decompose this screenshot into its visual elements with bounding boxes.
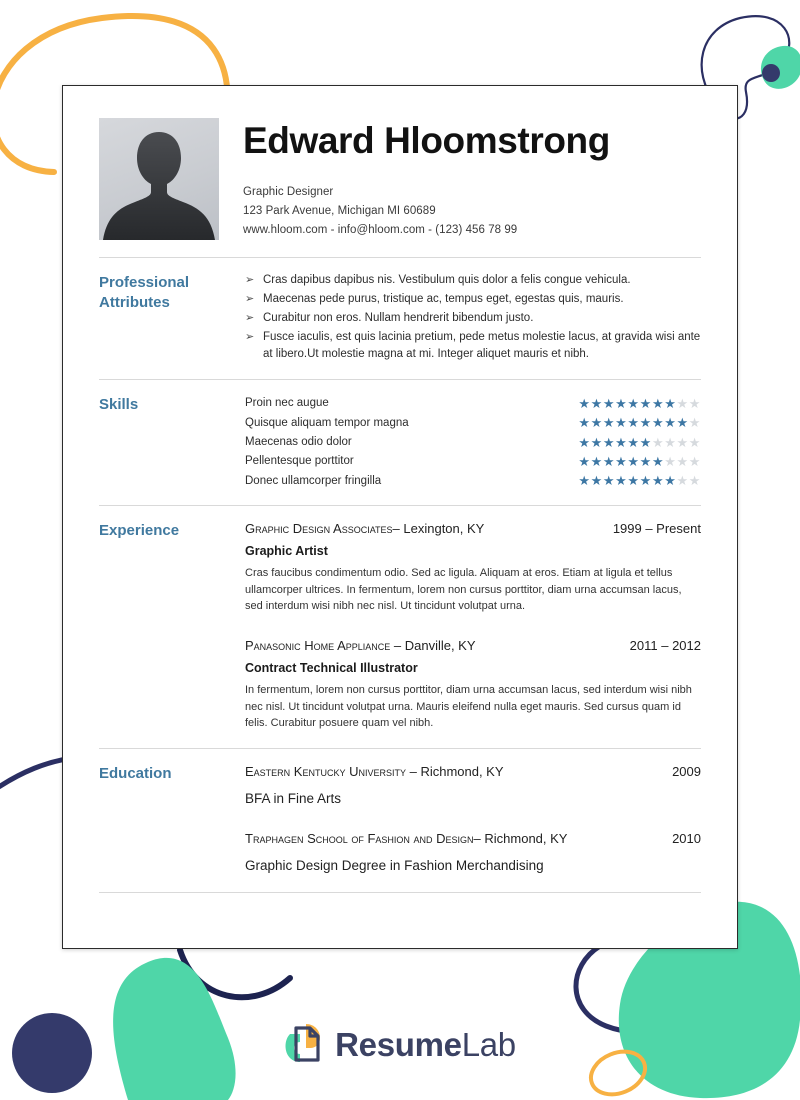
star-filled-icon: ★ — [578, 396, 591, 412]
entry-org-location — [245, 637, 476, 655]
star-filled-icon: ★ — [615, 396, 628, 412]
education-entry — [245, 830, 701, 876]
arrow-bullet-icon: ➢ — [245, 292, 255, 305]
entry-date-range: 2011 – 2012 — [629, 637, 701, 653]
skill-name: Maecenas odio dolor — [245, 436, 352, 449]
entry-organization: Graphic Design Associates — [245, 520, 393, 536]
job-title-line: Graphic Designer — [243, 185, 334, 198]
resume-document-card — [62, 85, 738, 949]
entry-year: 2009 — [672, 763, 701, 779]
skill-rating-stars — [578, 474, 701, 487]
star-filled-icon: ★ — [664, 396, 677, 412]
star-filled-icon: ★ — [639, 396, 652, 412]
skill-row — [245, 471, 701, 490]
entry-location: – Richmond, KY — [473, 831, 568, 847]
star-filled-icon: ★ — [664, 473, 677, 489]
star-empty-icon: ★ — [651, 434, 665, 450]
star-filled-icon: ★ — [578, 473, 591, 489]
star-filled-icon: ★ — [627, 454, 640, 469]
skill-rating-stars — [578, 455, 701, 468]
star-filled-icon: ★ — [590, 454, 603, 469]
star-filled-icon: ★ — [615, 415, 628, 431]
entry-header — [245, 830, 701, 848]
star-filled-icon: ★ — [590, 396, 603, 412]
page-title: Edward Hloomstrong — [243, 120, 610, 161]
entry-location: – Danville, KY — [390, 637, 476, 653]
skill-row — [245, 413, 701, 432]
section-education — [99, 749, 701, 893]
star-filled-icon: ★ — [627, 434, 640, 450]
section-title-attributes: Professional Attributes — [99, 273, 190, 311]
attribute-text: Cras dapibus dapibus nis. Vestibulum quis dolor a felis congue vehicula. — [263, 273, 631, 286]
skill-name: Quisque aliquam tempor magna — [245, 416, 409, 429]
entry-organization: Panasonic Home Appliance — [245, 637, 391, 653]
entry-degree: BFA in Fine Arts — [245, 790, 342, 806]
star-filled-icon: ★ — [602, 473, 616, 489]
star-filled-icon: ★ — [615, 454, 628, 469]
profile-photo — [99, 118, 219, 240]
star-filled-icon: ★ — [590, 415, 603, 431]
skill-rating-stars — [578, 397, 701, 410]
skill-name: Donec ullamcorper fringilla — [245, 474, 382, 487]
star-empty-icon: ★ — [688, 415, 701, 431]
star-empty-icon: ★ — [676, 396, 689, 412]
star-filled-icon: ★ — [627, 415, 640, 431]
star-empty-icon: ★ — [676, 454, 689, 469]
entry-job-title: Contract Technical Illustrator — [245, 660, 418, 675]
star-filled-icon: ★ — [651, 473, 665, 489]
section-experience — [99, 506, 701, 748]
star-filled-icon: ★ — [615, 473, 628, 489]
entry-header — [245, 520, 701, 538]
star-filled-icon: ★ — [676, 415, 689, 431]
section-title-education: Education — [99, 764, 172, 782]
star-filled-icon: ★ — [578, 454, 591, 469]
brand-name-bold: Resume — [335, 1025, 462, 1063]
skill-rating-stars — [578, 416, 701, 429]
education-entry — [245, 763, 701, 809]
star-filled-icon: ★ — [578, 434, 591, 450]
star-filled-icon: ★ — [602, 396, 616, 412]
section-title-experience: Experience — [99, 521, 180, 539]
entry-organization: Eastern Kentucky University — [245, 763, 406, 779]
star-filled-icon: ★ — [639, 454, 652, 469]
star-filled-icon: ★ — [627, 396, 640, 412]
experience-entry — [245, 637, 701, 732]
entry-job-title: Graphic Artist — [245, 543, 328, 558]
entry-date-range: 1999 – Present — [612, 520, 701, 536]
entry-org-location — [245, 520, 484, 538]
navy-dot-top-decoration — [762, 64, 780, 82]
list-item — [245, 310, 701, 327]
resume-header — [99, 118, 701, 257]
star-filled-icon: ★ — [602, 434, 616, 450]
document-logo-icon — [284, 1022, 324, 1066]
skills-list — [245, 394, 701, 491]
skill-row — [245, 394, 701, 413]
skill-row — [245, 433, 701, 452]
star-empty-icon: ★ — [676, 473, 689, 489]
star-filled-icon: ★ — [651, 454, 665, 469]
arrow-bullet-icon: ➢ — [245, 330, 255, 343]
star-filled-icon: ★ — [639, 473, 652, 489]
experience-entry — [245, 520, 701, 615]
star-empty-icon: ★ — [676, 434, 689, 450]
arrow-bullet-icon: ➢ — [245, 273, 255, 286]
star-filled-icon: ★ — [651, 396, 665, 412]
entry-header — [245, 763, 701, 781]
attribute-text: Fusce iaculis, est quis lacinia pretium, pede metus molestie lacus, at gravida wisi ante at libero.Ut molestie magna at mi. Integer aliquet mauris et nibh. — [263, 330, 701, 360]
star-filled-icon: ★ — [590, 473, 603, 489]
divider — [99, 892, 701, 893]
star-filled-icon: ★ — [639, 434, 652, 450]
attributes-list — [245, 272, 701, 365]
star-filled-icon: ★ — [664, 415, 677, 431]
star-filled-icon: ★ — [615, 434, 628, 450]
person-silhouette-icon — [103, 132, 215, 240]
entry-location: – Lexington, KY — [392, 520, 485, 536]
star-empty-icon: ★ — [688, 473, 701, 489]
star-filled-icon: ★ — [602, 415, 616, 431]
entry-year: 2010 — [672, 831, 701, 847]
skill-name: Pellentesque porttitor — [245, 455, 354, 468]
experience-list — [245, 520, 701, 734]
entry-org-location — [245, 763, 504, 781]
list-item — [245, 272, 701, 289]
entry-description: Cras faucibus condimentum odio. Sed ac ligula. Aliquam at eros. Etiam at ligula et tellus ullamcorper ultrices. In fermentum, lorem non cursus porttitor, diam urna accumsan lacus, sed interdum wisi nibh nec nisl. Ut tincidunt volutpat urna. — [245, 567, 682, 612]
contact-line: www.hloom.com - info@hloom.com - (123) 456 78 99 — [243, 224, 518, 237]
star-filled-icon: ★ — [590, 434, 603, 450]
arrow-bullet-icon: ➢ — [245, 311, 255, 324]
entry-degree: Graphic Design Degree in Fashion Merchandising — [245, 858, 544, 874]
entry-header — [245, 637, 701, 655]
star-filled-icon: ★ — [651, 415, 665, 431]
section-skills — [99, 380, 701, 505]
list-item — [245, 291, 701, 308]
star-empty-icon: ★ — [664, 434, 677, 450]
entry-description: In fermentum, lorem non cursus porttitor, diam urna accumsan lacus, sed interdum wisi nibh nec nisl. Ut tincidunt volutpat urna. Mauris eleifend nulla eget mauris. Sed cursus quam id felis. Curabitur posuere quam vel nibh. — [245, 684, 692, 729]
education-list — [245, 763, 701, 879]
skill-rating-stars — [578, 436, 701, 449]
star-empty-icon: ★ — [688, 396, 701, 412]
star-filled-icon: ★ — [578, 415, 591, 431]
entry-organization: Traphagen School of Fashion and Design — [245, 831, 474, 847]
section-title-skills: Skills — [99, 395, 139, 413]
skill-name: Proin nec augue — [245, 397, 329, 410]
star-empty-icon: ★ — [688, 434, 701, 450]
entry-org-location — [245, 830, 567, 848]
list-item — [245, 329, 701, 363]
star-filled-icon: ★ — [639, 415, 652, 431]
entry-location: – Richmond, KY — [405, 763, 504, 779]
brand-footer — [0, 1022, 800, 1066]
attribute-text: Curabitur non eros. Nullam hendrerit bibendum justo. — [263, 311, 534, 324]
brand-name-light: Lab — [461, 1025, 516, 1063]
brand-name — [335, 1025, 516, 1063]
section-professional-attributes — [99, 258, 701, 379]
skill-row — [245, 452, 701, 471]
star-empty-icon: ★ — [688, 454, 701, 469]
star-filled-icon: ★ — [602, 454, 616, 469]
attribute-text: Maecenas pede purus, tristique ac, tempus eget, egestas quis, mauris. — [263, 292, 624, 305]
star-empty-icon: ★ — [664, 454, 677, 469]
address-line: 123 Park Avenue, Michigan MI 60689 — [243, 205, 436, 218]
star-filled-icon: ★ — [627, 473, 640, 489]
